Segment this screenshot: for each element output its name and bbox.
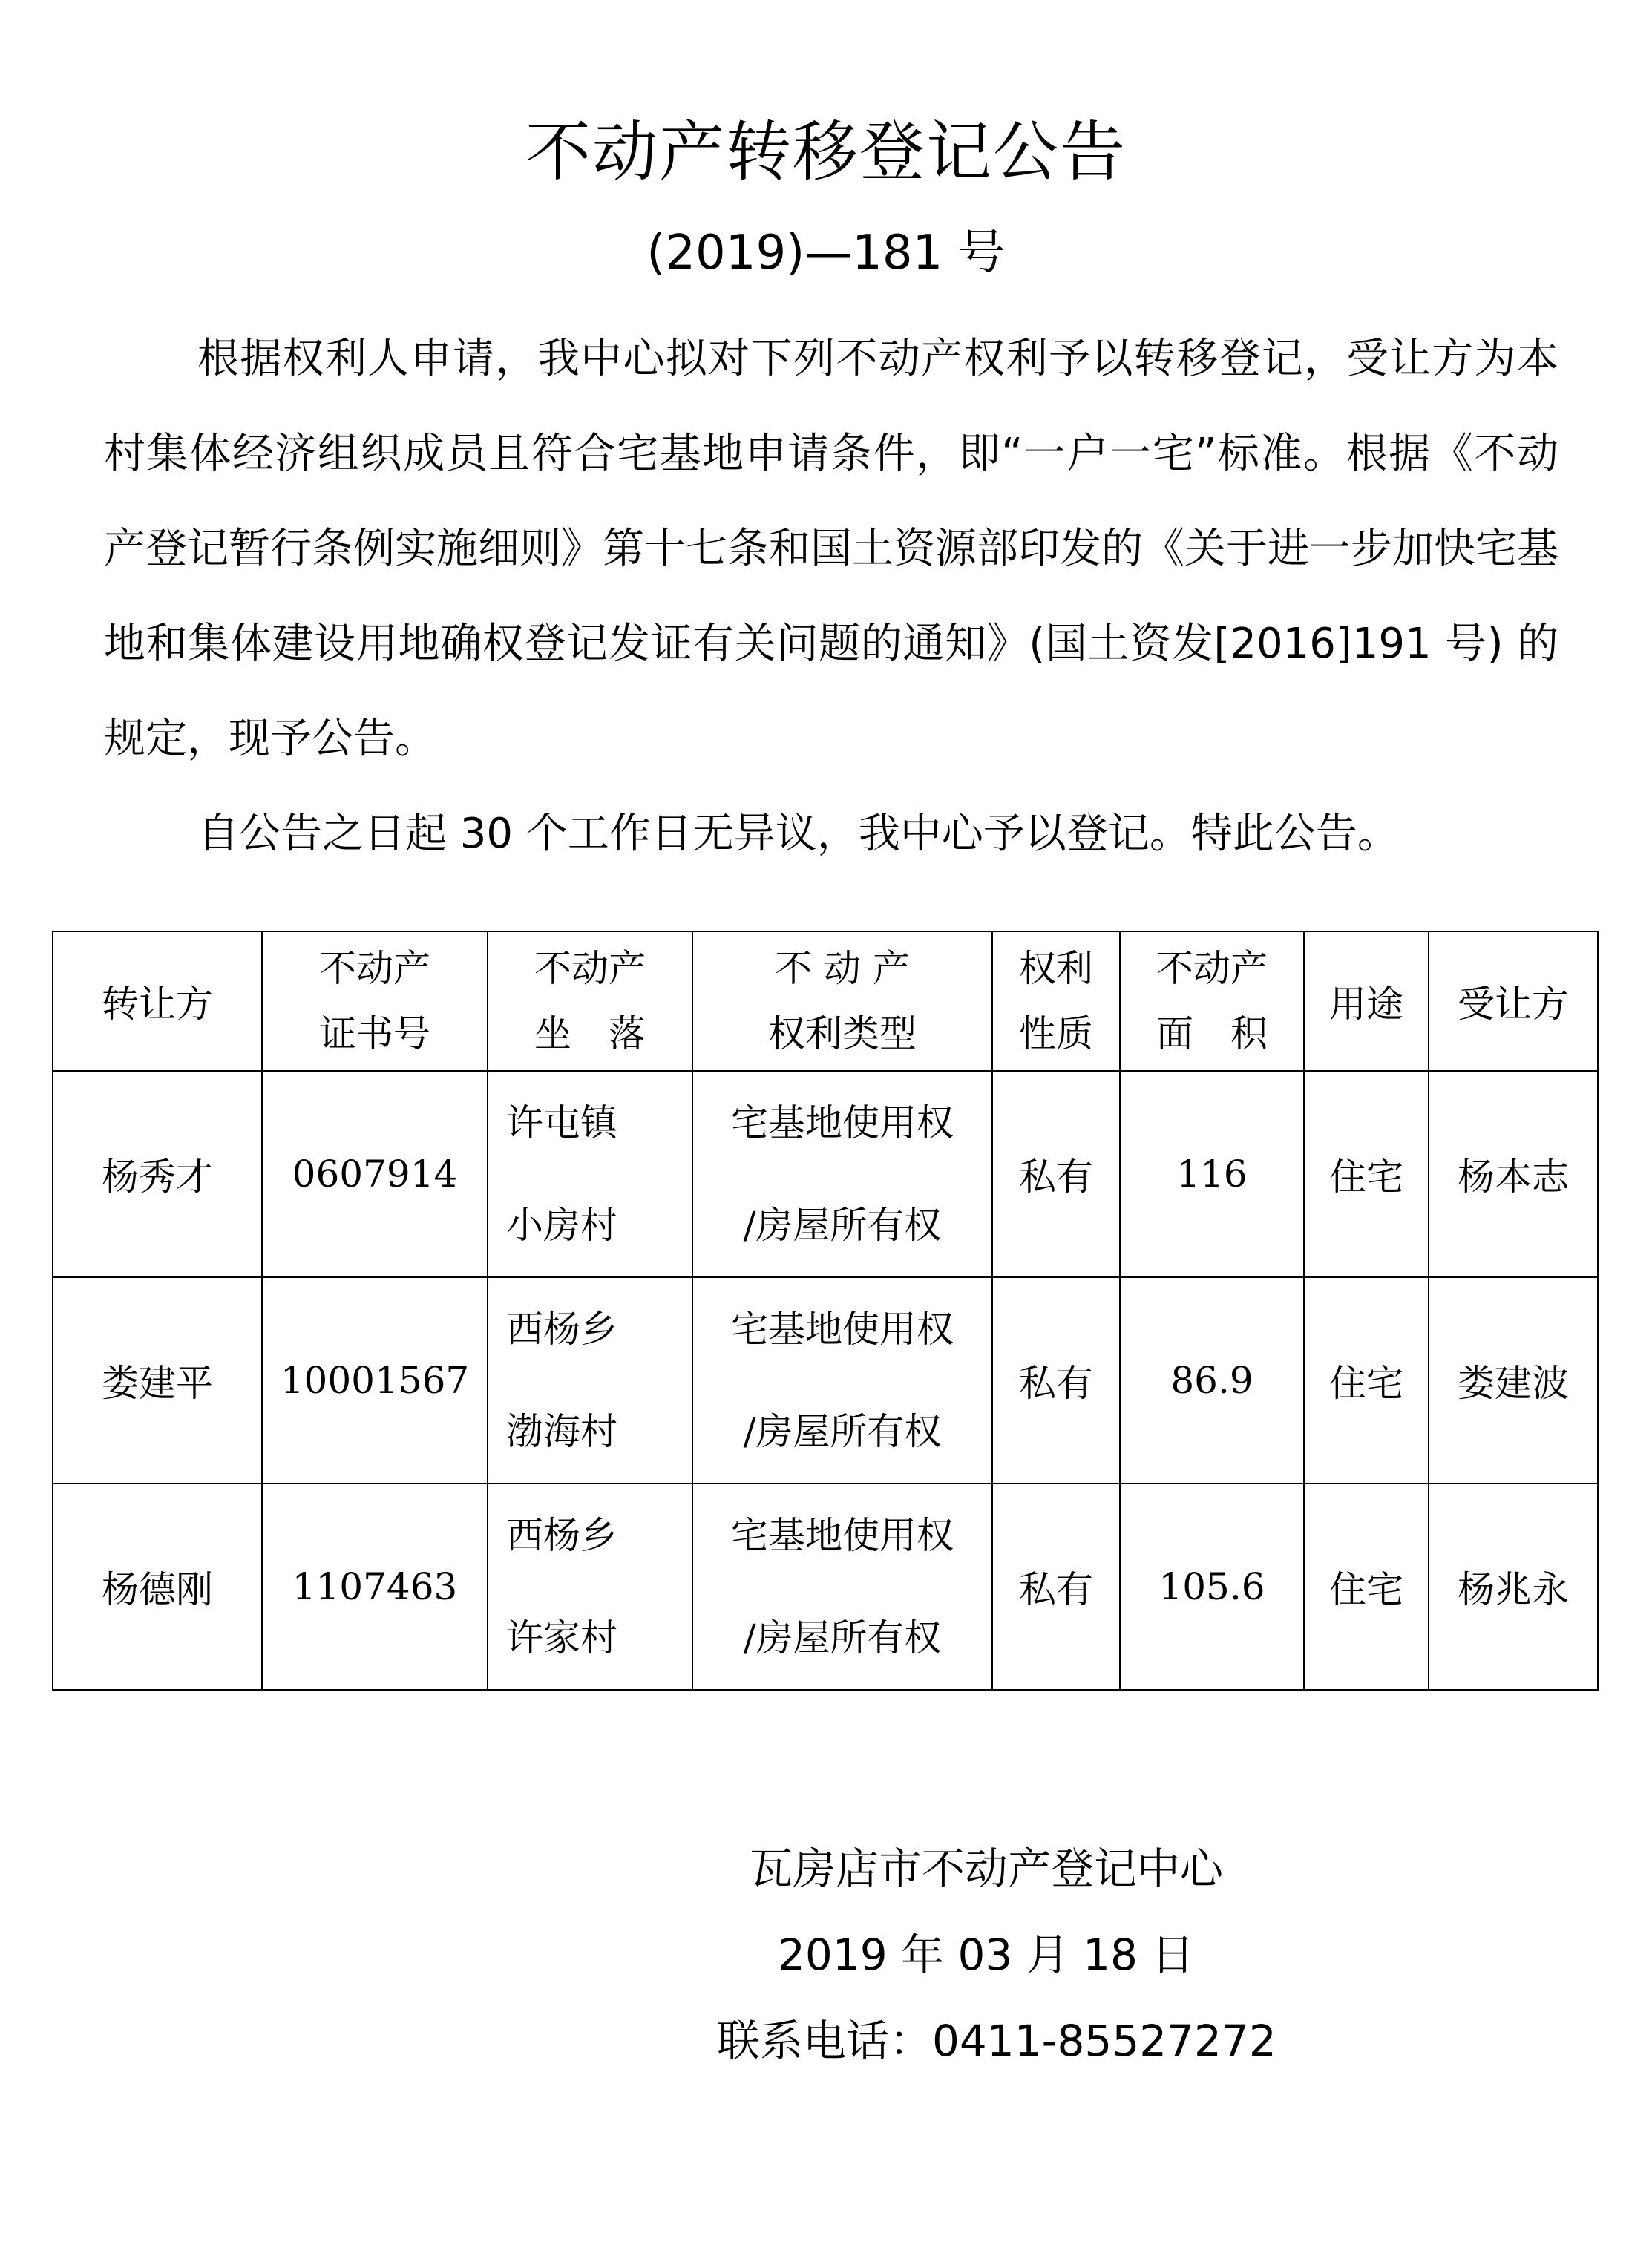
header-use: 用途 [1304, 931, 1429, 1071]
cell-location-line-2: 小房村 [506, 1204, 617, 1247]
cell-right-type-line-1: 宅基地使用权 [731, 1101, 954, 1144]
notice-title: 不动产转移登记公告 [525, 114, 1127, 190]
header-location [488, 931, 692, 1071]
cell-right-type-line-2: /房屋所有权 [743, 1204, 942, 1247]
cell-location-line-1: 西杨乡 [506, 1514, 617, 1557]
cell-right-type [692, 1277, 992, 1484]
cell-area: 116 [1120, 1071, 1304, 1277]
cell-cert-no: 10001567 [262, 1277, 488, 1484]
cell-location-line-1: 西杨乡 [506, 1308, 617, 1351]
table-header-row [53, 931, 1598, 1071]
header-area-line-1: 不动产 [1156, 947, 1268, 990]
cell-right-type-line-1: 宅基地使用权 [731, 1308, 954, 1351]
cell-transferee: 杨兆永 [1429, 1484, 1598, 1690]
header-right-type-line-2: 权利类型 [768, 1012, 917, 1055]
cell-nature: 私有 [992, 1277, 1120, 1484]
cell-nature: 私有 [992, 1484, 1120, 1690]
cell-right-type-line-2: /房屋所有权 [743, 1410, 942, 1453]
header-location-line-1: 不动产 [534, 947, 646, 990]
cell-nature: 私有 [992, 1071, 1120, 1277]
cell-area: 86.9 [1120, 1277, 1304, 1484]
cell-transferor: 杨秀才 [53, 1071, 262, 1277]
cell-use: 住宅 [1304, 1277, 1429, 1484]
header-location-line-2: 坐 落 [534, 1012, 646, 1055]
body-paragraph-2: 自公告之日起 30 个工作日无异议，我中心予以登记。特此公告。 [197, 810, 1399, 858]
header-transferor: 转让方 [53, 931, 262, 1071]
property-transfer-table [52, 931, 1599, 1691]
cell-cert-no: 0607914 [262, 1071, 488, 1277]
header-nature-line-1: 权利 [1019, 947, 1093, 990]
table-row [53, 1071, 1598, 1277]
cell-transferor: 娄建平 [53, 1277, 262, 1484]
header-cert-no-line-1: 不动产 [319, 947, 430, 990]
header-nature [992, 931, 1120, 1071]
cell-use: 住宅 [1304, 1071, 1429, 1277]
cell-transferee: 杨本志 [1429, 1071, 1598, 1277]
header-right-type-line-1: 不 动 产 [775, 947, 910, 990]
table-row [53, 1484, 1598, 1690]
issue-date: 2019 年 03 月 18 日 [778, 1930, 1195, 1980]
cell-location [488, 1277, 692, 1484]
cell-right-type-line-1: 宅基地使用权 [731, 1514, 954, 1557]
header-cert-no [262, 931, 488, 1071]
cell-location-line-1: 许屯镇 [506, 1101, 617, 1144]
notice-body [104, 312, 1558, 882]
header-cert-no-line-2: 证书号 [319, 1012, 430, 1055]
cell-transferor: 杨德刚 [53, 1484, 262, 1690]
cell-transferee: 娄建波 [1429, 1277, 1598, 1484]
header-area-line-2: 面 积 [1156, 1012, 1268, 1055]
header-nature-line-2: 性质 [1019, 1012, 1093, 1055]
cell-location [488, 1484, 692, 1690]
issuer-name: 瓦房店市不动产登记中心 [750, 1843, 1224, 1894]
table-row [53, 1277, 1598, 1484]
cell-location [488, 1071, 692, 1277]
cell-use: 住宅 [1304, 1484, 1429, 1690]
cell-location-line-2: 许家村 [506, 1616, 617, 1659]
header-area [1120, 931, 1304, 1071]
contact-phone: 联系电话：0411-85527272 [717, 2016, 1276, 2066]
cell-cert-no: 1107463 [262, 1484, 488, 1690]
cell-right-type-line-2: /房屋所有权 [743, 1616, 942, 1659]
cell-location-line-2: 渤海村 [506, 1410, 617, 1453]
header-transferee: 受让方 [1429, 931, 1598, 1071]
cell-right-type [692, 1484, 992, 1690]
body-paragraph-1: 根据权利人申请，我中心拟对下列不动产权利予以转移登记，受让方为本村集体经济组织成员且符合宅基地申请条件，即“一户一宅”标准。根据《不动产登记暂行条例实施细则》第十七条和国土资源部印发的《关于进一步加快宅基地和集体建设用地确权登记发证有关问题的通知》(国土资发[2016]191 号) 的规定，现予公告。 [104, 335, 1558, 763]
cell-right-type [692, 1071, 992, 1277]
header-right-type [692, 931, 992, 1071]
cell-area: 105.6 [1120, 1484, 1304, 1690]
document-number: (2019)—181 号 [646, 226, 1006, 281]
